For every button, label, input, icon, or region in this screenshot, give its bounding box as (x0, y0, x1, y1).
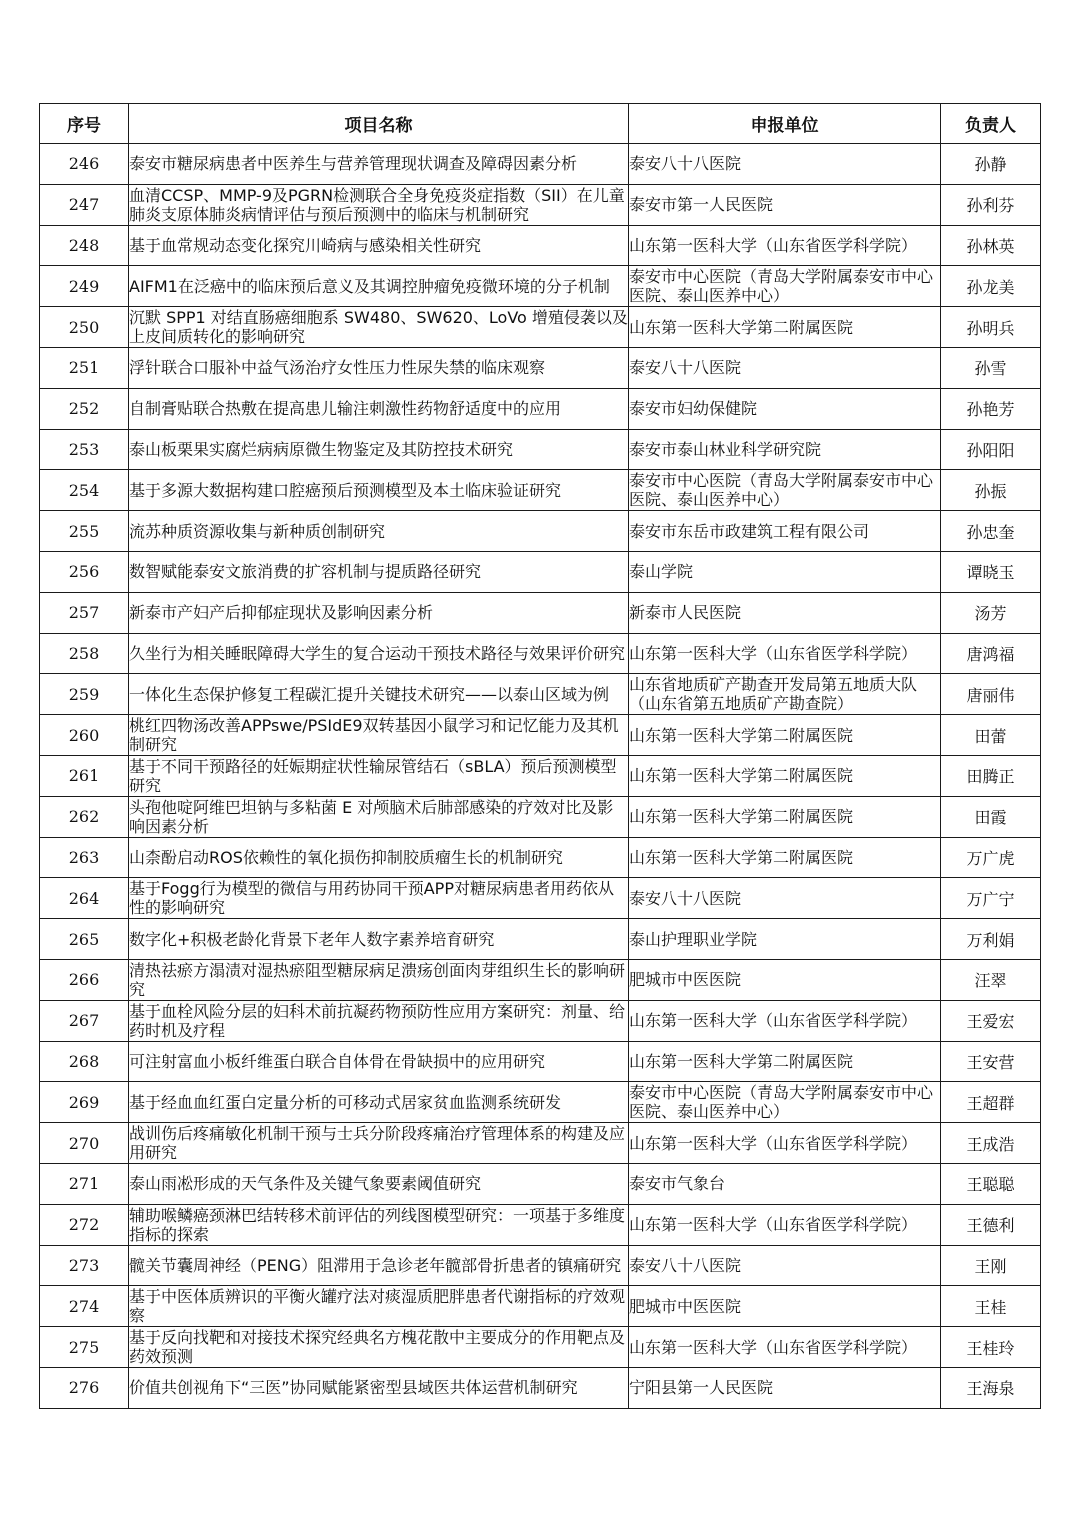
project-name (129, 1123, 629, 1164)
project-name-text: 基于经血血红蛋白定量分析的可移动式居家贫血监测系统研发 (129, 1092, 562, 1112)
table-row (40, 511, 1041, 552)
project-leader: 王超群 (941, 1082, 1041, 1123)
project-leader: 孙雪 (941, 347, 1041, 388)
project-name-text: 价值共创视角下“三医”协同赋能紧密型县域医共体运营机制研究 (129, 1378, 578, 1398)
project-name (129, 266, 629, 307)
applicant-unit-text: 山东第一医科大学（山东省医学科学院） (629, 235, 918, 255)
table-row (40, 1327, 1041, 1368)
applicant-unit-text: 山东第一医科大学第二附属医院 (629, 1051, 854, 1071)
project-leader: 王刚 (941, 1245, 1041, 1286)
project-name-text: 新泰市产妇产后抑郁症现状及影响因素分析 (129, 603, 434, 623)
project-name (129, 919, 629, 960)
row-number: 248 (40, 225, 129, 266)
table-row (40, 715, 1041, 756)
applicant-unit (629, 1000, 941, 1041)
project-name-text: 泰山雨凇形成的天气条件及关键气象要素阈值研究 (129, 1174, 482, 1194)
project-name-text: 山柰酚启动ROS依赖性的氧化损伤抑制胶质瘤生长的机制研究 (129, 847, 563, 867)
header-project-name: 项目名称 (129, 104, 629, 144)
applicant-unit-text: 山东第一医科大学（山东省医学科学院） (629, 1011, 918, 1031)
row-number: 262 (40, 796, 129, 837)
applicant-unit (629, 1367, 941, 1408)
applicant-unit-text: 山东第一医科大学第二附属医院 (629, 807, 854, 827)
applicant-unit-text: 山东第一医科大学（山东省医学科学院） (629, 1133, 918, 1153)
row-number: 265 (40, 919, 129, 960)
project-name-text: 血清CCSP、MMP-9及PGRN检测联合全身免疫炎症指数（SII）在儿童肺炎支原体肺炎病情评估与预后预测中的临床与机制研究 (129, 185, 625, 224)
project-name-text: 基于血常规动态变化探究川崎病与感染相关性研究 (129, 235, 482, 255)
table-row (40, 959, 1041, 1000)
project-leader: 孙艳芳 (941, 388, 1041, 429)
project-name (129, 1082, 629, 1123)
row-number: 256 (40, 551, 129, 592)
table-row (40, 144, 1041, 185)
project-name-text: 浮针联合口服补中益气汤治疗女性压力性尿失禁的临床观察 (129, 358, 546, 378)
row-number: 274 (40, 1286, 129, 1327)
project-name (129, 1367, 629, 1408)
row-number: 263 (40, 837, 129, 878)
applicant-unit (629, 1082, 941, 1123)
project-name (129, 429, 629, 470)
row-number: 267 (40, 1000, 129, 1041)
project-name (129, 959, 629, 1000)
applicant-unit (629, 307, 941, 348)
project-leader: 王聪聪 (941, 1163, 1041, 1204)
project-leader: 唐丽伟 (941, 674, 1041, 715)
row-number: 247 (40, 184, 129, 225)
project-name-text: 辅助喉鳞癌颈淋巴结转移术前评估的列线图模型研究：一项基于多维度指标的探索 (129, 1205, 626, 1244)
project-leader: 孙林英 (941, 225, 1041, 266)
applicant-unit (629, 633, 941, 674)
applicant-unit (629, 919, 941, 960)
applicant-unit (629, 551, 941, 592)
row-number: 246 (40, 144, 129, 185)
project-name-text: 基于反向找靶和对接技术探究经典名方槐花散中主要成分的作用靶点及药效预测 (129, 1328, 626, 1366)
header-leader: 负责人 (941, 104, 1041, 144)
project-name-text: 沉默 SPP1 对结直肠癌细胞系 SW480、SW620、LoVo 增殖侵袭以及上皮间质转化的影响研究 (129, 308, 628, 347)
applicant-unit (629, 184, 941, 225)
project-leader: 王爱宏 (941, 1000, 1041, 1041)
row-number: 276 (40, 1367, 129, 1408)
row-number: 257 (40, 592, 129, 633)
row-number: 251 (40, 347, 129, 388)
applicant-unit-text: 泰安市东岳市政建筑工程有限公司 (629, 521, 870, 541)
project-name (129, 511, 629, 552)
project-leader: 孙静 (941, 144, 1041, 185)
row-number: 250 (40, 307, 129, 348)
project-table (39, 103, 1041, 1409)
applicant-unit-text: 山东第一医科大学（山东省医学科学院） (629, 1215, 918, 1235)
project-name (129, 592, 629, 633)
table-row (40, 184, 1041, 225)
table-row (40, 592, 1041, 633)
table-row (40, 470, 1041, 511)
project-name (129, 144, 629, 185)
applicant-unit-text: 新泰市人民医院 (629, 603, 742, 623)
table-header-row (40, 104, 1041, 144)
table-row (40, 796, 1041, 837)
table-row (40, 388, 1041, 429)
applicant-unit-text: 泰安市泰山林业科学研究院 (629, 439, 822, 459)
header-num: 序号 (40, 104, 129, 144)
applicant-unit (629, 1163, 941, 1204)
table-row (40, 1245, 1041, 1286)
row-number: 266 (40, 959, 129, 1000)
applicant-unit (629, 592, 941, 633)
applicant-unit (629, 959, 941, 1000)
table-row (40, 674, 1041, 715)
project-leader: 谭晓玉 (941, 551, 1041, 592)
row-number: 271 (40, 1163, 129, 1204)
row-number: 254 (40, 470, 129, 511)
applicant-unit-text: 肥城市中医医院 (629, 970, 742, 990)
project-name-text: 数智赋能泰安文旅消费的扩容机制与提质路径研究 (129, 562, 482, 582)
applicant-unit-text: 山东第一医科大学第二附属医院 (629, 847, 854, 867)
row-number: 260 (40, 715, 129, 756)
applicant-unit (629, 347, 941, 388)
table-row (40, 878, 1041, 919)
applicant-unit-text: 泰山学院 (629, 562, 694, 582)
project-name (129, 837, 629, 878)
table-row (40, 225, 1041, 266)
project-leader: 万广虎 (941, 837, 1041, 878)
applicant-unit (629, 837, 941, 878)
table-row (40, 551, 1041, 592)
applicant-unit-text: 泰安市中心医院（青岛大学附属泰安市中心医院、泰山医养中心） (629, 471, 934, 510)
row-number: 253 (40, 429, 129, 470)
applicant-unit (629, 225, 941, 266)
table-row (40, 1286, 1041, 1327)
applicant-unit-text: 泰山护理职业学院 (629, 929, 758, 949)
applicant-unit-text: 山东第一医科大学第二附属医院 (629, 725, 854, 745)
applicant-unit (629, 1245, 941, 1286)
project-name-text: 头孢他啶阿维巴坦钠与多粘菌 E 对颅脑术后肺部感染的疗效对比及影响因素分析 (129, 797, 614, 836)
project-leader: 万广宁 (941, 878, 1041, 919)
project-name (129, 1327, 629, 1368)
table-row (40, 266, 1041, 307)
row-number: 269 (40, 1082, 129, 1123)
table-row (40, 633, 1041, 674)
project-name (129, 674, 629, 715)
project-leader: 万利娟 (941, 919, 1041, 960)
project-name (129, 225, 629, 266)
project-name-text: 流苏种质资源收集与新种质创制研究 (129, 521, 386, 541)
header-unit: 申报单位 (629, 104, 941, 144)
project-leader: 王德利 (941, 1204, 1041, 1245)
applicant-unit (629, 1327, 941, 1368)
applicant-unit (629, 1123, 941, 1164)
row-number: 264 (40, 878, 129, 919)
row-number: 275 (40, 1327, 129, 1368)
table-row (40, 1000, 1041, 1041)
row-number: 270 (40, 1123, 129, 1164)
project-leader: 汪翠 (941, 959, 1041, 1000)
project-name (129, 1041, 629, 1082)
applicant-unit (629, 266, 941, 307)
applicant-unit (629, 1041, 941, 1082)
applicant-unit-text: 山东省地质矿产勘查开发局第五地质大队（山东省第五地质矿产勘查院） (629, 675, 918, 714)
project-leader: 孙利芬 (941, 184, 1041, 225)
applicant-unit-text: 泰安市气象台 (629, 1174, 726, 1194)
row-number: 272 (40, 1204, 129, 1245)
applicant-unit-text: 山东第一医科大学第二附属医院 (629, 766, 854, 786)
project-leader: 田霞 (941, 796, 1041, 837)
table-row (40, 919, 1041, 960)
project-name (129, 633, 629, 674)
table-row (40, 429, 1041, 470)
applicant-unit (629, 429, 941, 470)
project-name-text: 自制膏贴联合热敷在提高患儿输注刺激性药物舒适度中的应用 (129, 399, 562, 419)
table-row (40, 1367, 1041, 1408)
project-name-text: 战训伤后疼痛敏化机制干预与士兵分阶段疼痛治疗管理体系的构建及应用研究 (129, 1124, 626, 1163)
table-row (40, 1204, 1041, 1245)
project-leader: 王成浩 (941, 1123, 1041, 1164)
project-name (129, 347, 629, 388)
project-name-text: 泰山板栗果实腐烂病病原微生物鉴定及其防控技术研究 (129, 439, 514, 459)
applicant-unit (629, 674, 941, 715)
project-name (129, 1204, 629, 1245)
applicant-unit (629, 144, 941, 185)
applicant-unit (629, 715, 941, 756)
project-name-text: 基于不同干预路径的妊娠期症状性输尿管结石（sBLA）预后预测模型研究 (129, 756, 617, 795)
project-name (129, 1286, 629, 1327)
table-row (40, 755, 1041, 796)
project-name-text: 泰安市糖尿病患者中医养生与营养管理现状调查及障碍因素分析 (129, 154, 578, 174)
project-name-text: 久坐行为相关睡眠障碍大学生的复合运动干预技术路径与效果评价研究 (129, 643, 626, 663)
table-row (40, 1163, 1041, 1204)
project-name (129, 715, 629, 756)
applicant-unit-text: 山东第一医科大学第二附属医院 (629, 317, 854, 337)
table-row (40, 307, 1041, 348)
applicant-unit-text: 宁阳县第一人民医院 (629, 1378, 774, 1398)
row-number: 268 (40, 1041, 129, 1082)
row-number: 273 (40, 1245, 129, 1286)
applicant-unit-text: 肥城市中医医院 (629, 1296, 742, 1316)
project-name (129, 551, 629, 592)
applicant-unit-text: 泰安市中心医院（青岛大学附属泰安市中心医院、泰山医养中心） (629, 267, 934, 306)
row-number: 261 (40, 755, 129, 796)
project-name (129, 470, 629, 511)
project-name (129, 1000, 629, 1041)
applicant-unit (629, 878, 941, 919)
project-leader: 唐鸿福 (941, 633, 1041, 674)
project-name (129, 184, 629, 225)
project-name (129, 755, 629, 796)
project-leader: 田蕾 (941, 715, 1041, 756)
project-name (129, 307, 629, 348)
project-name (129, 388, 629, 429)
project-name-text: 基于中医体质辨识的平衡火罐疗法对痰湿质肥胖患者代谢指标的疗效观察 (129, 1287, 626, 1326)
table-row (40, 837, 1041, 878)
applicant-unit-text: 泰安八十八医院 (629, 358, 742, 378)
applicant-unit (629, 470, 941, 511)
project-name-text: AIFM1在泛癌中的临床预后意义及其调控肿瘤免疫微环境的分子机制 (129, 276, 610, 296)
applicant-unit-text: 山东第一医科大学（山东省医学科学院） (629, 1337, 918, 1357)
row-number: 249 (40, 266, 129, 307)
applicant-unit-text: 泰安市妇幼保健院 (629, 399, 758, 419)
project-name (129, 1245, 629, 1286)
table-row (40, 1041, 1041, 1082)
project-name (129, 796, 629, 837)
project-leader: 王桂 (941, 1286, 1041, 1327)
project-leader: 王桂玲 (941, 1327, 1041, 1368)
project-name-text: 基于Fogg行为模型的微信与用药协同干预APP对糖尿病患者用药依从性的影响研究 (129, 879, 614, 918)
applicant-unit-text: 泰安市第一人民医院 (629, 195, 774, 215)
applicant-unit (629, 1286, 941, 1327)
project-name-text: 数字化+积极老龄化背景下老年人数字素养培育研究 (129, 929, 495, 949)
project-name-text: 可注射富血小板纤维蛋白联合自体骨在骨缺损中的应用研究 (129, 1051, 546, 1071)
applicant-unit (629, 796, 941, 837)
project-name-text: 清热祛瘀方溻渍对湿热瘀阻型糖尿病足溃疡创面肉芽组织生长的影响研究 (129, 960, 626, 999)
project-leader: 王安营 (941, 1041, 1041, 1082)
applicant-unit-text: 泰安八十八医院 (629, 888, 742, 908)
row-number: 255 (40, 511, 129, 552)
project-leader: 汤芳 (941, 592, 1041, 633)
project-name-text: 桃红四物汤改善APPswe/PSIdE9双转基因小鼠学习和记忆能力及其机制研究 (129, 716, 619, 755)
project-leader: 王海泉 (941, 1367, 1041, 1408)
applicant-unit-text: 泰安市中心医院（青岛大学附属泰安市中心医院、泰山医养中心） (629, 1083, 934, 1122)
applicant-unit (629, 1204, 941, 1245)
applicant-unit (629, 511, 941, 552)
project-leader: 孙阳阳 (941, 429, 1041, 470)
row-number: 258 (40, 633, 129, 674)
project-leader: 孙明兵 (941, 307, 1041, 348)
applicant-unit-text: 泰安八十八医院 (629, 154, 742, 174)
row-number: 252 (40, 388, 129, 429)
applicant-unit-text: 泰安八十八医院 (629, 1255, 742, 1275)
project-name-text: 髋关节囊周神经（PENG）阻滞用于急诊老年髋部骨折患者的镇痛研究 (129, 1255, 622, 1275)
applicant-unit (629, 755, 941, 796)
project-name (129, 878, 629, 919)
applicant-unit (629, 388, 941, 429)
table-row (40, 347, 1041, 388)
project-name-text: 基于血栓风险分层的妇科术前抗凝药物预防性应用方案研究：剂量、给药时机及疗程 (129, 1001, 626, 1040)
project-name (129, 1163, 629, 1204)
project-leader: 孙振 (941, 470, 1041, 511)
project-name-text: 一体化生态保护修复工程碳汇提升关键技术研究——以泰山区域为例 (129, 684, 610, 704)
applicant-unit-text: 山东第一医科大学（山东省医学科学院） (629, 643, 918, 663)
table-row (40, 1082, 1041, 1123)
row-number: 259 (40, 674, 129, 715)
project-leader: 田腾正 (941, 755, 1041, 796)
project-name-text: 基于多源大数据构建口腔癌预后预测模型及本土临床验证研究 (129, 480, 562, 500)
project-leader: 孙忠奎 (941, 511, 1041, 552)
table-row (40, 1123, 1041, 1164)
project-leader: 孙龙美 (941, 266, 1041, 307)
